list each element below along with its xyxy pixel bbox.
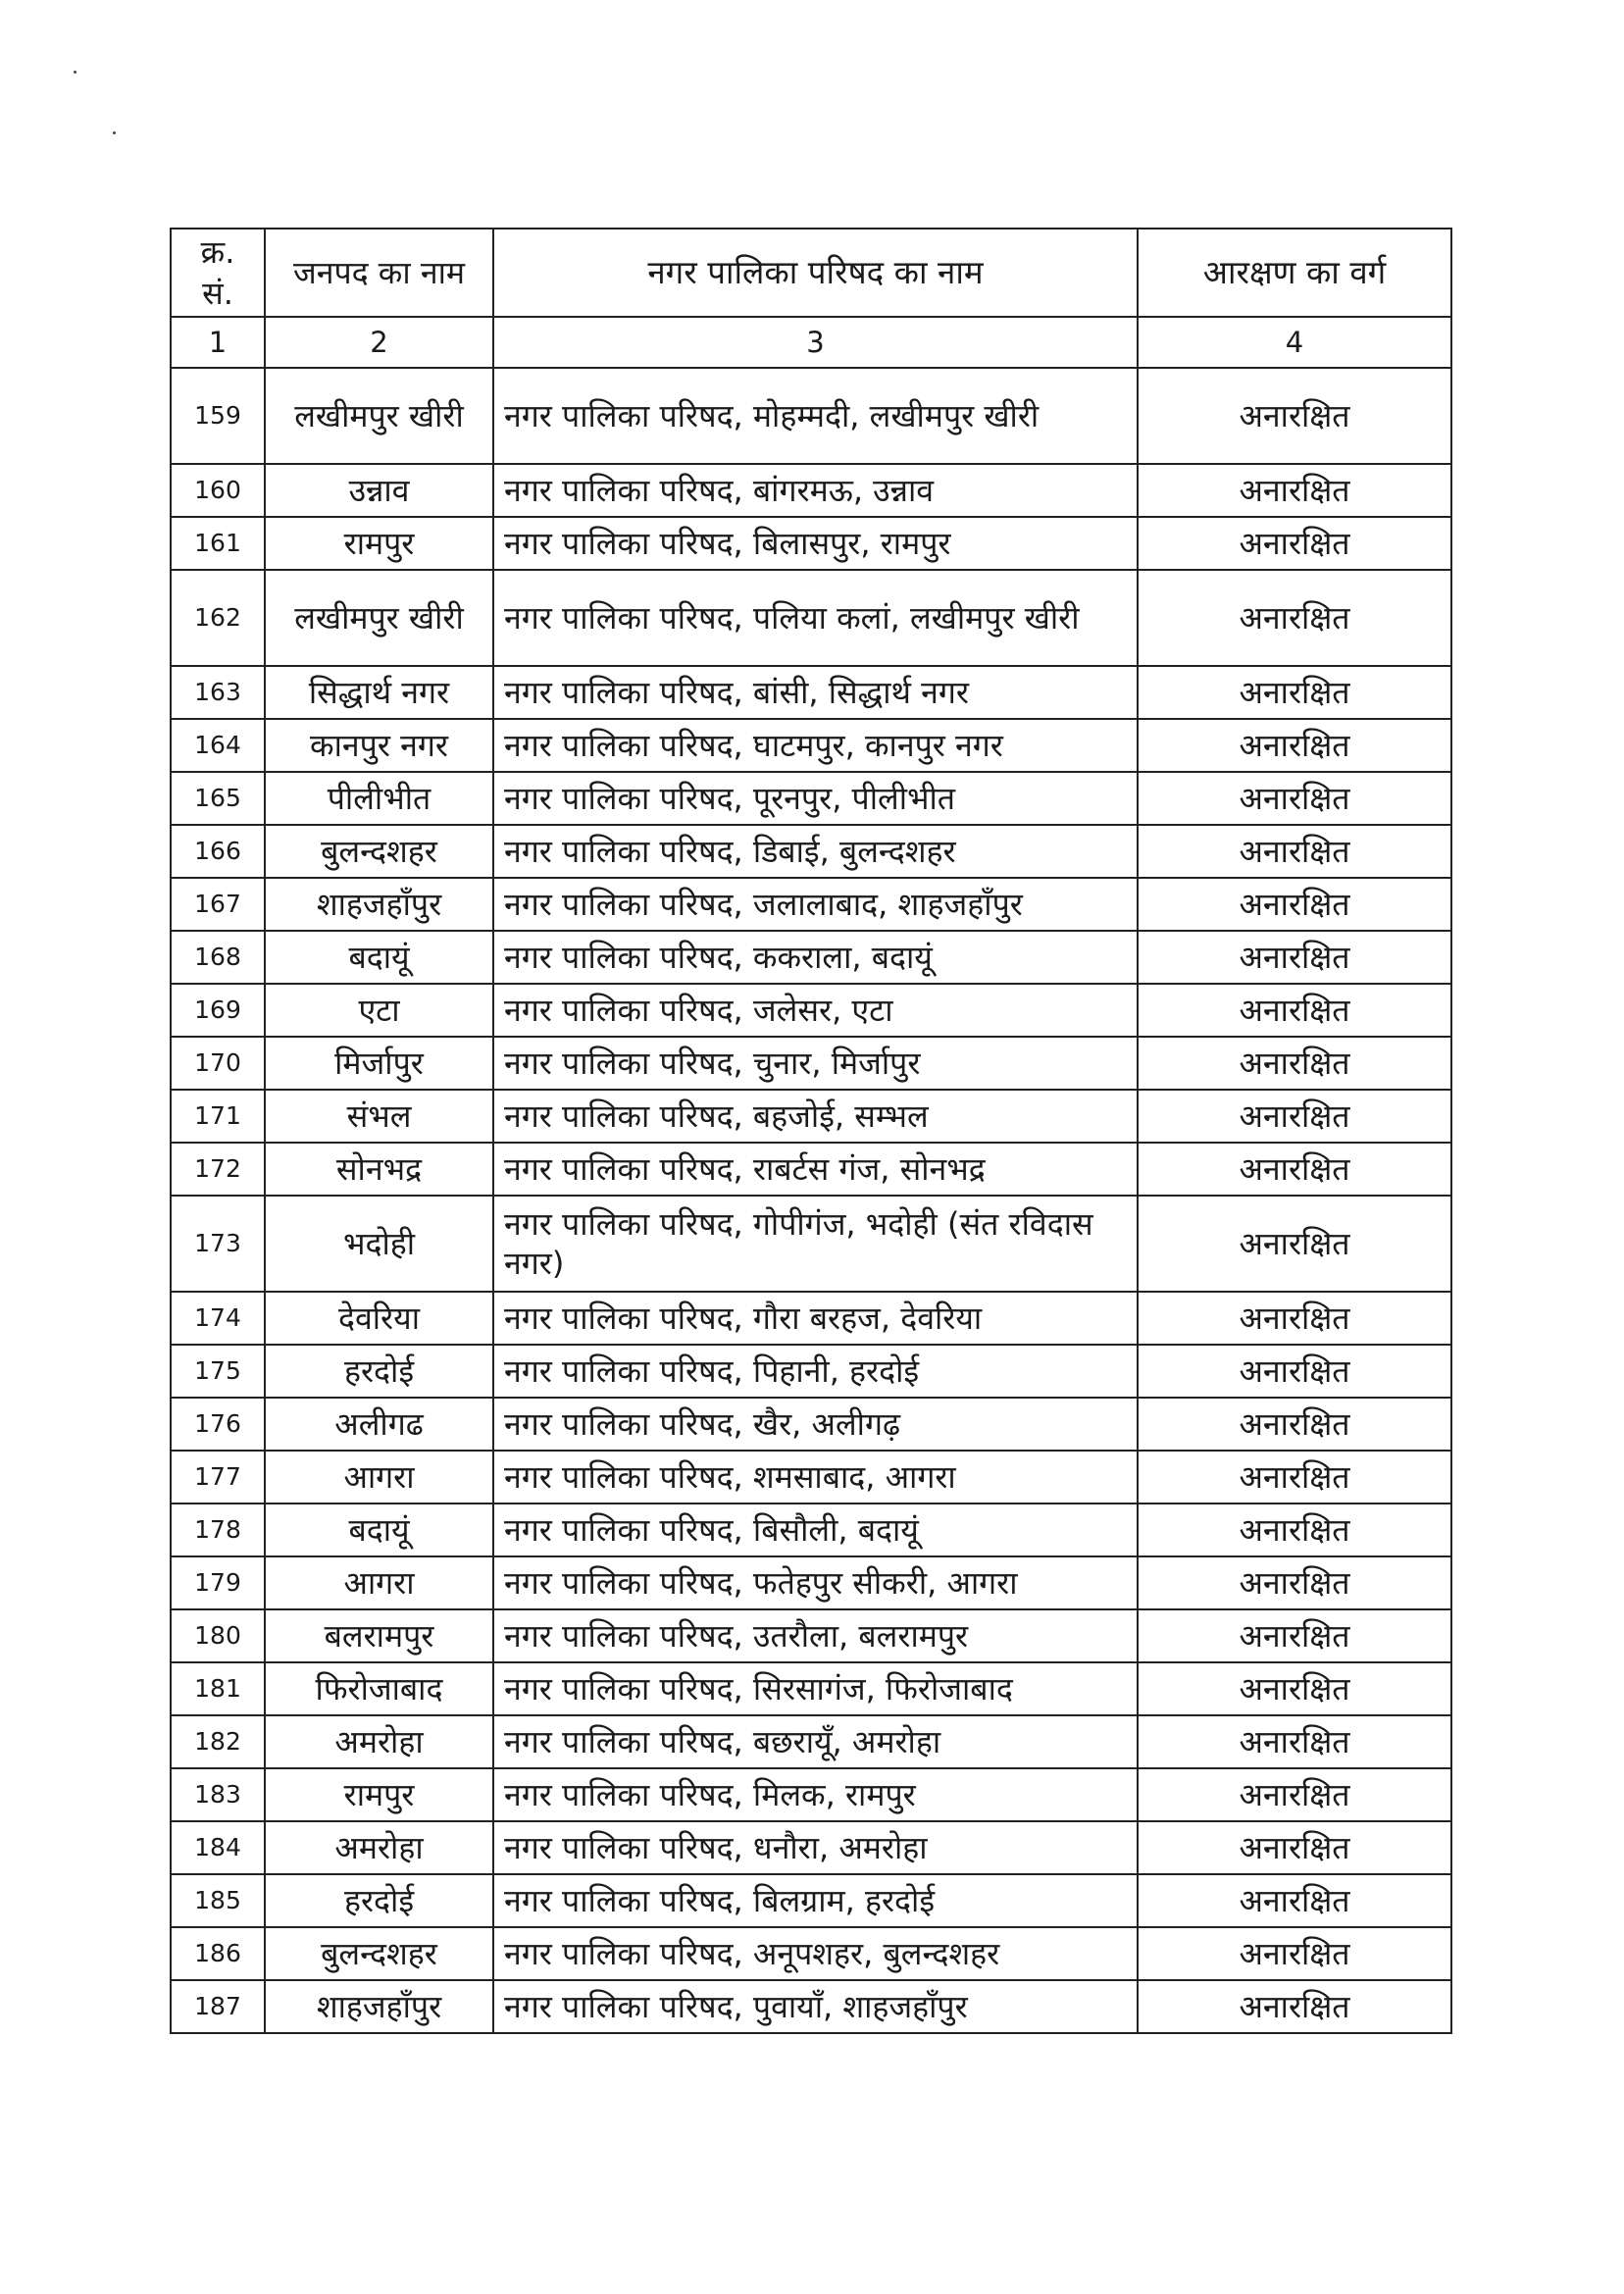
serial-number-cell: 171 (171, 1090, 265, 1143)
reservation-category-cell: अनारक्षित (1138, 464, 1451, 517)
table-row (171, 1143, 1451, 1196)
council-name-cell: नगर पालिका परिषद, पलिया कलां, लखीमपुर खीरी (493, 570, 1138, 666)
district-name-cell: लखीमपुर खीरी (265, 368, 493, 464)
serial-number-cell: 159 (171, 368, 265, 464)
district-name-cell: संभल (265, 1090, 493, 1143)
reservation-category-cell: अनारक्षित (1138, 1980, 1451, 2033)
council-name-cell: नगर पालिका परिषद, जलालाबाद, शाहजहाँपुर (493, 878, 1138, 931)
council-name-cell: नगर पालिका परिषद, बहजोई, सम्भल (493, 1090, 1138, 1143)
district-name-cell: बलरामपुर (265, 1609, 493, 1662)
council-name-cell: नगर पालिका परिषद, राबर्टस गंज, सोनभद्र (493, 1143, 1138, 1196)
serial-number-cell: 185 (171, 1874, 265, 1927)
serial-number-cell: 166 (171, 825, 265, 878)
reservation-category-cell: अनारक्षित (1138, 517, 1451, 570)
council-name-cell: नगर पालिका परिषद, शमसाबाद, आगरा (493, 1451, 1138, 1504)
table-row (171, 1927, 1451, 1980)
table-row (171, 1196, 1451, 1292)
serial-number-cell: 165 (171, 772, 265, 825)
header-row (171, 229, 1451, 317)
district-name-cell: रामपुर (265, 1768, 493, 1821)
reservation-category-cell: अनारक्षित (1138, 878, 1451, 931)
serial-number-cell: 181 (171, 1662, 265, 1715)
serial-number-cell: 187 (171, 1980, 265, 2033)
column-number: 3 (493, 317, 1138, 368)
table-row (171, 984, 1451, 1037)
table-row (171, 1398, 1451, 1451)
column-number-row (171, 317, 1451, 368)
reservation-category-cell: अनारक्षित (1138, 1715, 1451, 1768)
council-name-cell: नगर पालिका परिषद, बांसी, सिद्धार्थ नगर (493, 666, 1138, 719)
reservation-category-cell: अनारक्षित (1138, 1037, 1451, 1090)
district-name-cell: सिद्धार्थ नगर (265, 666, 493, 719)
table-row (171, 1556, 1451, 1609)
serial-number-cell: 184 (171, 1821, 265, 1874)
column-number: 4 (1138, 317, 1451, 368)
scan-speck (74, 71, 76, 74)
serial-number-cell: 176 (171, 1398, 265, 1451)
council-name-cell: नगर पालिका परिषद, गोपीगंज, भदोही (संत रविदास नगर) (493, 1196, 1138, 1292)
serial-number-cell: 173 (171, 1196, 265, 1292)
district-name-cell: बुलन्दशहर (265, 825, 493, 878)
reservation-category-cell: अनारक्षित (1138, 1609, 1451, 1662)
table-row (171, 1715, 1451, 1768)
serial-number-cell: 167 (171, 878, 265, 931)
reservation-category-cell: अनारक्षित (1138, 1451, 1451, 1504)
council-name-cell: नगर पालिका परिषद, अनूपशहर, बुलन्दशहर (493, 1927, 1138, 1980)
table-row (171, 719, 1451, 772)
reservation-category-cell: अनारक्षित (1138, 1556, 1451, 1609)
table-row (171, 1768, 1451, 1821)
serial-number-cell: 186 (171, 1927, 265, 1980)
table-row (171, 1609, 1451, 1662)
reservation-category-cell: अनारक्षित (1138, 984, 1451, 1037)
table-row (171, 1090, 1451, 1143)
district-name-cell: देवरिया (265, 1292, 493, 1345)
table-body (171, 368, 1451, 2033)
reservation-category-cell: अनारक्षित (1138, 1143, 1451, 1196)
council-name-cell: नगर पालिका परिषद, खैर, अलीगढ़ (493, 1398, 1138, 1451)
header-serial-no: क्र. सं. (171, 229, 265, 317)
council-name-cell: नगर पालिका परिषद, मिलक, रामपुर (493, 1768, 1138, 1821)
district-name-cell: अलीगढ (265, 1398, 493, 1451)
council-name-cell: नगर पालिका परिषद, डिबाई, बुलन्दशहर (493, 825, 1138, 878)
council-name-cell: नगर पालिका परिषद, बिलासपुर, रामपुर (493, 517, 1138, 570)
council-name-cell: नगर पालिका परिषद, जलेसर, एटा (493, 984, 1138, 1037)
serial-number-cell: 182 (171, 1715, 265, 1768)
council-name-cell: नगर पालिका परिषद, फतेहपुर सीकरी, आगरा (493, 1556, 1138, 1609)
council-name-cell: नगर पालिका परिषद, ककराला, बदायूं (493, 931, 1138, 984)
table-row (171, 1292, 1451, 1345)
table-row (171, 1451, 1451, 1504)
reservation-category-cell: अनारक्षित (1138, 772, 1451, 825)
district-name-cell: हरदोई (265, 1345, 493, 1398)
table-row (171, 666, 1451, 719)
reservation-category-cell: अनारक्षित (1138, 1662, 1451, 1715)
district-name-cell: आगरा (265, 1451, 493, 1504)
council-name-cell: नगर पालिका परिषद, मोहम्मदी, लखीमपुर खीरी (493, 368, 1138, 464)
serial-number-cell: 161 (171, 517, 265, 570)
reservation-category-cell: अनारक्षित (1138, 1821, 1451, 1874)
council-name-cell: नगर पालिका परिषद, बांगरमऊ, उन्नाव (493, 464, 1138, 517)
reservation-category-cell: अनारक्षित (1138, 1196, 1451, 1292)
table-row (171, 878, 1451, 931)
council-name-cell: नगर पालिका परिषद, पुवायाँ, शाहजहाँपुर (493, 1980, 1138, 2033)
district-name-cell: फिरोजाबाद (265, 1662, 493, 1715)
serial-number-cell: 174 (171, 1292, 265, 1345)
council-name-cell: नगर पालिका परिषद, बिसौली, बदायूं (493, 1504, 1138, 1556)
serial-number-cell: 163 (171, 666, 265, 719)
serial-number-cell: 168 (171, 931, 265, 984)
reservation-category-cell: अनारक्षित (1138, 1874, 1451, 1927)
table-row (171, 772, 1451, 825)
table-row (171, 1662, 1451, 1715)
table-row (171, 1037, 1451, 1090)
district-name-cell: शाहजहाँपुर (265, 878, 493, 931)
council-name-cell: नगर पालिका परिषद, पूरनपुर, पीलीभीत (493, 772, 1138, 825)
column-number: 2 (265, 317, 493, 368)
table-row (171, 1345, 1451, 1398)
district-name-cell: बदायूं (265, 1504, 493, 1556)
table-row (171, 1980, 1451, 2033)
council-name-cell: नगर पालिका परिषद, धनौरा, अमरोहा (493, 1821, 1138, 1874)
serial-number-cell: 169 (171, 984, 265, 1037)
district-name-cell: सोनभद्र (265, 1143, 493, 1196)
district-name-cell: बुलन्दशहर (265, 1927, 493, 1980)
council-name-cell: नगर पालिका परिषद, बिलग्राम, हरदोई (493, 1874, 1138, 1927)
district-name-cell: शाहजहाँपुर (265, 1980, 493, 2033)
serial-number-cell: 170 (171, 1037, 265, 1090)
table-row (171, 570, 1451, 666)
district-name-cell: अमरोहा (265, 1715, 493, 1768)
table-row (171, 1821, 1451, 1874)
table-row (171, 1874, 1451, 1927)
reservation-category-cell: अनारक्षित (1138, 1292, 1451, 1345)
table-row (171, 1504, 1451, 1556)
district-name-cell: भदोही (265, 1196, 493, 1292)
district-name-cell: आगरा (265, 1556, 493, 1609)
serial-number-cell: 180 (171, 1609, 265, 1662)
serial-number-cell: 172 (171, 1143, 265, 1196)
reservation-table (170, 228, 1452, 2034)
reservation-category-cell: अनारक्षित (1138, 825, 1451, 878)
district-name-cell: लखीमपुर खीरी (265, 570, 493, 666)
scan-speck (113, 131, 116, 134)
district-name-cell: रामपुर (265, 517, 493, 570)
district-name-cell: मिर्जापुर (265, 1037, 493, 1090)
council-name-cell: नगर पालिका परिषद, चुनार, मिर्जापुर (493, 1037, 1138, 1090)
serial-number-cell: 162 (171, 570, 265, 666)
reservation-category-cell: अनारक्षित (1138, 570, 1451, 666)
reservation-category-cell: अनारक्षित (1138, 1927, 1451, 1980)
reservation-category-cell: अनारक्षित (1138, 1345, 1451, 1398)
header-council-name: नगर पालिका परिषद का नाम (493, 229, 1138, 317)
reservation-category-cell: अनारक्षित (1138, 1090, 1451, 1143)
district-name-cell: अमरोहा (265, 1821, 493, 1874)
district-name-cell: कानपुर नगर (265, 719, 493, 772)
reservation-category-cell: अनारक्षित (1138, 931, 1451, 984)
district-name-cell: एटा (265, 984, 493, 1037)
serial-number-cell: 183 (171, 1768, 265, 1821)
council-name-cell: नगर पालिका परिषद, पिहानी, हरदोई (493, 1345, 1138, 1398)
reservation-category-cell: अनारक्षित (1138, 719, 1451, 772)
district-name-cell: हरदोई (265, 1874, 493, 1927)
district-name-cell: बदायूं (265, 931, 493, 984)
column-number: 1 (171, 317, 265, 368)
table-row (171, 931, 1451, 984)
district-name-cell: पीलीभीत (265, 772, 493, 825)
serial-number-cell: 177 (171, 1451, 265, 1504)
serial-number-cell: 178 (171, 1504, 265, 1556)
council-name-cell: नगर पालिका परिषद, गौरा बरहज, देवरिया (493, 1292, 1138, 1345)
council-name-cell: नगर पालिका परिषद, उतरौला, बलरामपुर (493, 1609, 1138, 1662)
reservation-category-cell: अनारक्षित (1138, 1768, 1451, 1821)
serial-number-cell: 160 (171, 464, 265, 517)
reservation-category-cell: अनारक्षित (1138, 368, 1451, 464)
council-name-cell: नगर पालिका परिषद, घाटमपुर, कानपुर नगर (493, 719, 1138, 772)
council-name-cell: नगर पालिका परिषद, सिरसागंज, फिरोजाबाद (493, 1662, 1138, 1715)
table-row (171, 368, 1451, 464)
header-reservation-category: आरक्षण का वर्ग (1138, 229, 1451, 317)
district-name-cell: उन्नाव (265, 464, 493, 517)
header-district-name: जनपद का नाम (265, 229, 493, 317)
serial-number-cell: 175 (171, 1345, 265, 1398)
serial-number-cell: 164 (171, 719, 265, 772)
table-row (171, 517, 1451, 570)
table-row (171, 825, 1451, 878)
reservation-category-cell: अनारक्षित (1138, 666, 1451, 719)
reservation-category-cell: अनारक्षित (1138, 1504, 1451, 1556)
reservation-category-cell: अनारक्षित (1138, 1398, 1451, 1451)
serial-number-cell: 179 (171, 1556, 265, 1609)
council-name-cell: नगर पालिका परिषद, बछरायूँ, अमरोहा (493, 1715, 1138, 1768)
table-row (171, 464, 1451, 517)
